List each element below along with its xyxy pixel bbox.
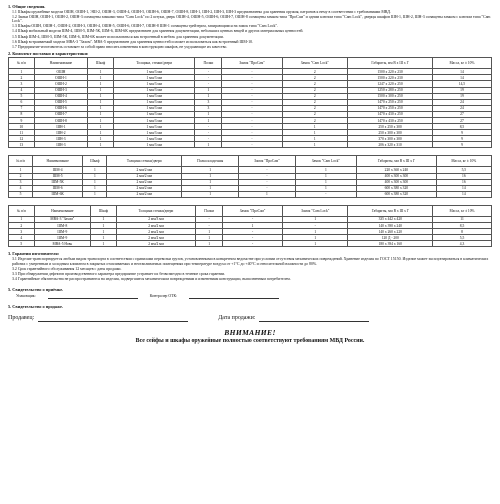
table-cell: 1 мм/3 мм [113, 75, 194, 81]
column-header: № п/п [9, 58, 35, 69]
table-cell: 1 [88, 99, 114, 105]
table-cell: 1 [88, 124, 114, 130]
table-cell: - [222, 118, 282, 124]
warranty-para-1: 3.1 Изделие транспортируется любым видом транспорта в соответствии с правилами перевозки грузов, установленными в конкретном ведомстве при условии отсутствия механических повреждений. Хранение изделия по ГОСТ 15150. Изделие может эксплуатироваться в климатических районах с умеренным и холодным климатом в закрытых отапливаемых и неотапливаемых помещениях при температуре воздуха от +1°С до +40°С и относительной влажности до 80%. [12, 256, 489, 266]
table-cell: 1 [223, 223, 283, 229]
otk-label: Контролер ОТК: [149, 293, 178, 298]
table-cell: 2 [9, 223, 35, 229]
table-cell: 1 [88, 142, 114, 148]
table-cell: 1 [196, 235, 223, 241]
table-cell: 16 [436, 179, 491, 185]
table-cell: 2 мм/2 мм [116, 229, 195, 235]
table-cell: 3 [195, 99, 222, 105]
table-cell: - [223, 241, 283, 247]
table-cell: МВА-3 "Захом" [34, 216, 90, 222]
spec-table-3-head [9, 205, 492, 216]
column-header: Наименование [33, 156, 83, 167]
column-header: Полка кладочная [182, 156, 239, 167]
table-cell: ШН-3 [34, 136, 88, 142]
general-para-3: 1.3 Шкафы ОШН, ОШН-1, ОШН-2, ОШН-3, ОШН-4, ОШН-5, ОШН-6, ОШН-7, ОШН-8 ШН-1 оснащены трейзером, запирающимся на замок типа "Cam Lock". [12, 24, 279, 29]
sale-row [8, 315, 492, 322]
column-header: Замок "ПроСам" [223, 205, 283, 216]
table-cell: - [195, 130, 222, 136]
table-cell: 1 [196, 241, 223, 247]
column-header: Полки [196, 205, 223, 216]
column-header: № п/п [9, 156, 33, 167]
table-cell: 9 [432, 130, 491, 136]
table-cell: 1 мм/3 мм [113, 118, 194, 124]
table-cell: 1 [195, 118, 222, 124]
notice-title: ВНИМАНИЕ! [224, 328, 276, 338]
spec-table-2 [8, 155, 492, 197]
notice-text: Все сейфы и шкафы оружейные полностью соответствуют требованиям МВД России. [135, 338, 365, 345]
table-cell: 1 [88, 93, 114, 99]
table-cell: 2 мм/3 мм [116, 216, 195, 222]
table-cell: 1 [88, 81, 114, 87]
table-cell: - [222, 142, 282, 148]
table-cell: - [239, 179, 295, 185]
table-cell: ШН-2 [34, 130, 88, 136]
table-cell: 1 [9, 216, 35, 222]
table-cell: 8,5 [432, 124, 491, 130]
table-cell: 180 х 394 х 160 [348, 241, 433, 247]
column-header: Толщина, стенки/двери [113, 58, 194, 69]
table-cell: ШМ-6К [33, 191, 83, 197]
table-cell: 24 [432, 99, 491, 105]
table-cell: 2 [282, 99, 348, 105]
table-cell: 9 [432, 142, 491, 148]
table-cell: 1 [182, 185, 239, 191]
table-cell: 16 [436, 173, 491, 179]
column-header: Замок "Cam Lock" [283, 205, 348, 216]
table-cell: 4 [9, 87, 35, 93]
table-cell: - [283, 223, 348, 229]
table-cell: 1 [282, 130, 348, 136]
table-cell: 206 х 320 х 310 [348, 142, 433, 148]
warranty-para-4: 3.4 Гарантийные обязательства не распространяются на изделия, подвергшиеся механическим повреждениям и изменениям конструкции, выполненным потребителем. [12, 276, 291, 281]
general-para-7: 1.7 Предприятие-изготовитель оставляет за собой право вносить изменения в конструкцию шкафов, не ухудшающие их качество. [12, 44, 228, 49]
table-cell: 1 [182, 179, 239, 185]
column-header: Наименование [34, 58, 88, 69]
column-header: Шкаф [83, 156, 107, 167]
table-cell: 27 [432, 111, 491, 117]
table-cell: ШМ-5 [33, 173, 83, 179]
table-cell: 14 [432, 69, 491, 75]
table-cell: 2 [282, 81, 348, 87]
table-cell: 2 [9, 75, 35, 81]
column-header: № п/п [9, 205, 35, 216]
table-cell: 400 х 300 х 300 [357, 173, 437, 179]
table-cell: 1 [282, 136, 348, 142]
table-cell: 2 [282, 75, 348, 81]
table-cell: 250 х 300 х 300 [348, 130, 433, 136]
sale-date-line [259, 321, 369, 322]
table-cell: 2 [282, 111, 348, 117]
table-cell: 1 мм/3 мм [113, 81, 194, 87]
column-header: Шкаф [88, 58, 114, 69]
table-cell: 11 [433, 216, 492, 222]
table-cell: 2 [9, 173, 33, 179]
table-cell: 1250 х 280 х 250 [348, 87, 433, 93]
table-cell: 2 мм/2 мм [107, 167, 182, 173]
table-cell: 5,5 [433, 235, 492, 241]
table-cell: 1 мм/3 мм [113, 93, 194, 99]
table-cell: 11 [9, 130, 35, 136]
table-cell: 1 [83, 179, 107, 185]
table-cell: 3 [9, 81, 35, 87]
table-cell: 1 [182, 173, 239, 179]
spec-table-2-head [9, 156, 492, 167]
table-cell: 2 [282, 93, 348, 99]
table-cell: - [223, 216, 283, 222]
table-cell: 250 х 250 х 300 [348, 124, 433, 130]
table-cell: 2 мм/2 мм [107, 179, 182, 185]
table-cell: 600 х 380 х 320 [357, 191, 437, 197]
table-cell: 1 [182, 191, 239, 197]
column-header: Замок "ПроСам" [222, 58, 282, 69]
otk-signature-line [189, 294, 279, 299]
table-cell: 2 [282, 105, 348, 111]
table-cell: 19 [432, 93, 491, 99]
table-cell: 1 [295, 185, 357, 191]
table-cell: - [222, 124, 282, 130]
warranty-para-2: 3.2 Срок гарантийного обслуживания 12 месяцев с даты продажи. [12, 266, 122, 271]
table-cell: - [222, 69, 282, 75]
spec-table-1 [8, 57, 492, 148]
table-cell: 2 мм/2 мм [107, 185, 182, 191]
seller-label: Продавец: [8, 314, 35, 321]
spec-table-1-body [9, 69, 492, 148]
table-cell: 600 х 380 х 320 [357, 185, 437, 191]
general-para-5: 1.5 Шкаф ШМ-4, ШМ-5, ШМ-5К, ШМ-6, ШМ-6К может использоваться как встроенный в мебель для хранения документации. [12, 34, 224, 39]
acceptance-signatures [16, 294, 492, 299]
column-header: Габариты, мм В х Ш х Г [348, 58, 433, 69]
table-cell: 1 [91, 235, 117, 241]
column-header: Полки [195, 58, 222, 69]
table-cell: 400 х 300 х 300 [357, 179, 437, 185]
table-cell: 1 [182, 167, 239, 173]
table-cell: 1 [91, 229, 117, 235]
table-cell: - [222, 75, 282, 81]
table-cell: 1 мм/3 мм [113, 87, 194, 93]
table-row [9, 142, 492, 148]
table-cell: 1 [239, 191, 295, 197]
table-cell: 6 [9, 99, 35, 105]
column-header: Габариты, мм В х Ш х Г [348, 205, 433, 216]
table-cell: ШМ-5К [33, 179, 83, 185]
table-cell: 1 мм/3 мм [113, 124, 194, 130]
table-cell: 1500 х 220 х 230 [348, 75, 433, 81]
table-cell: - [195, 69, 222, 75]
table-cell: 8 [433, 229, 492, 235]
column-header: Шкаф [91, 205, 117, 216]
table-cell: 3 [9, 229, 35, 235]
table-cell: 3 [9, 179, 33, 185]
table-cell: 4,3 [433, 241, 492, 247]
table-cell: 8 [9, 111, 35, 117]
column-header: Масса, кг ± 10% [436, 156, 491, 167]
table-cell: 19 [432, 87, 491, 93]
table-cell: 4 [9, 185, 33, 191]
table-cell: 120 Д - 200 [348, 235, 433, 241]
passport-document [8, 4, 492, 496]
general-para-2: 1.2 Замки ОШН, ОШН-1, ОШН-2, ОШН-3 оснащены замками типа "Cam Lock" по 2 штуки, дверь ОШН-4, ОШН-5, ОШН-6, ОШН-7, ОШН-8 оснащены замком типа "ПроСам" и одним ключом типа "Cam Lock", дверцы шкафов ШН-1, ШН-2, ШН-3 оснащены замком с ключом типа "Cam Lock". [12, 14, 491, 24]
table-cell: 1 [282, 142, 348, 148]
packer-signature-line [48, 294, 138, 299]
table-cell: 1 [88, 118, 114, 124]
column-header: Масса, кг ± 10% [433, 205, 492, 216]
table-cell: 7 [9, 105, 35, 111]
table-cell: 1 [91, 216, 117, 222]
table-cell: - [222, 93, 282, 99]
table-cell: ШН-3 [34, 142, 88, 148]
table-cell: - [223, 235, 283, 241]
table-cell: 4 [9, 235, 35, 241]
table-cell: ОШН-4 [34, 93, 88, 99]
table-cell: 1 [83, 191, 107, 197]
table-cell: 1 [88, 105, 114, 111]
table-cell: 1 [91, 223, 117, 229]
table-cell: - [195, 124, 222, 130]
general-para-4: 1.4 Шкаф мобильный модели ШМ-4, ШМ-5, ШМ-5К, ШМ-6, ШМ-6К предназначен для хранения документации, небольших ценных вещей и других материальных ценностей. [12, 29, 304, 34]
table-cell: 9 [432, 136, 491, 142]
table-cell: - [222, 105, 282, 111]
table-cell: 1 [88, 87, 114, 93]
table-cell: 2 мм/2 мм [107, 173, 182, 179]
table-cell: 1 [283, 241, 348, 247]
table-cell: - [195, 81, 222, 87]
column-header: Замок "ПроСам" [239, 156, 295, 167]
table-cell: 14 [436, 191, 491, 197]
table-cell: 1 [283, 229, 348, 235]
table-cell: 1470 х 250 х 250 [348, 99, 433, 105]
table-cell: 1 [91, 241, 117, 247]
table-cell: МВА-5 Новь [34, 241, 90, 247]
table-cell: ОШН-5 [34, 99, 88, 105]
table-cell: - [195, 75, 222, 81]
table-cell: 1 [83, 173, 107, 179]
table-cell: - [223, 229, 283, 235]
seller-signature-line [38, 321, 188, 322]
table-cell: 27 [432, 118, 491, 124]
table-cell: 8,5 [433, 223, 492, 229]
table-cell: 335 х 442 х 420 [348, 216, 433, 222]
general-title: 1. Общие сведения. [8, 4, 46, 9]
table-cell: 2 мм/2 мм [107, 191, 182, 197]
table-cell: 370 х 300 х 300 [348, 136, 433, 142]
table-cell: 1 [282, 124, 348, 130]
table-cell: 140 х 390 х 240 [348, 223, 433, 229]
table-cell: 2 [282, 87, 348, 93]
table-cell: 1 мм/3 мм [113, 136, 194, 142]
table-cell: 10 [9, 124, 35, 130]
table-cell: ШМ-9 [34, 229, 90, 235]
column-header: Толщина стенки/двери [107, 156, 182, 167]
table-cell: 1500 х 300 х 250 [348, 93, 433, 99]
table-cell: 2 мм/2 мм [116, 241, 195, 247]
column-header: Толщина стенки/двери [116, 205, 195, 216]
table-cell: 1470 х 250 х 250 [348, 105, 433, 111]
table-cell: 24 [432, 105, 491, 111]
table-cell: 12 [9, 136, 35, 142]
table-cell: 2 [282, 69, 348, 75]
table-cell: 1 [195, 142, 222, 148]
table-cell: 1 [83, 167, 107, 173]
table-cell: 14 [432, 75, 491, 81]
table-cell: ШМ-4 [33, 167, 83, 173]
warranty-title: 3. Гарантии изготовителя: [8, 251, 60, 257]
table-cell: 1470 х 430 х 250 [348, 111, 433, 117]
table-cell: 5,5 [436, 167, 491, 173]
spec-table-3 [8, 205, 492, 247]
table-cell: 1 [88, 130, 114, 136]
table-cell: - [222, 136, 282, 142]
column-header: Замок "Cam Lock" [295, 156, 357, 167]
spec-table-1-head [9, 58, 492, 69]
table-cell: 1 [9, 167, 33, 173]
table-cell: 1 [295, 179, 357, 185]
table-cell: 1 [195, 111, 222, 117]
table-cell: ОШН-7 [34, 111, 88, 117]
table-cell: - [295, 191, 357, 197]
table-cell: - [222, 87, 282, 93]
table-cell: 1 мм/3 мм [113, 69, 194, 75]
table-cell: 9 [9, 118, 35, 124]
table-cell: 1 мм/3 мм [113, 99, 194, 105]
table-cell: ШН-1 [34, 124, 88, 130]
table-cell: - [222, 130, 282, 136]
table-cell: 1470 х 430 х 250 [348, 118, 433, 124]
table-cell: 1 [196, 229, 223, 235]
spec-table-3-body [9, 216, 492, 246]
table-cell: 14 [436, 185, 491, 191]
table-cell: ШМ-6 [33, 185, 83, 191]
table-cell: 1 [195, 93, 222, 99]
table-cell: - [222, 99, 282, 105]
table-cell: 1 [195, 87, 222, 93]
table-cell: 1500 х 220 х 230 [348, 69, 433, 75]
packer-label: Упаковщик: [16, 293, 36, 298]
table-cell: - [239, 167, 295, 173]
column-header: Габариты, мм В х Ш х Г [357, 156, 437, 167]
table-cell: 1 [88, 136, 114, 142]
table-cell: 1 [88, 111, 114, 117]
table-cell: 3 [195, 105, 222, 111]
table-cell: 5 [9, 241, 35, 247]
table-cell: 14,5 [432, 81, 491, 87]
table-cell: ОШН [34, 69, 88, 75]
table-cell: 1 [88, 69, 114, 75]
spec-table-2-body [9, 167, 492, 197]
table1-title: 2. Комплект поставки и характеристики: [8, 51, 89, 57]
table-cell: 1247 х 220 х 250 [348, 81, 433, 87]
table-cell: 1 [295, 167, 357, 173]
table-cell: ОШН-8 [34, 118, 88, 124]
acceptance-title: 5. Свидетельство о приёмке. [8, 286, 64, 292]
table-cell: - [196, 216, 223, 222]
table-cell: ОШН-2 [34, 81, 88, 87]
table-cell: ОШН-3 [34, 87, 88, 93]
general-para-1: 1.1 Шкафы оружейные модели ОШН, ОШН-1, ЭШ-2, ОШН-3, ОШН-4, ОШН-5, ОШН-6, ОШН-7, ОШН-8, ШН-1, ШН-2, ШН-3, ШН-3 предназначены для хранения оружия, патронов к нему в соответствии с требованиями МВД. [12, 9, 391, 14]
table-cell: - [239, 173, 295, 179]
column-header: Замок "Cam Lock" [282, 58, 348, 69]
table-cell: 2 мм/2 мм [116, 223, 195, 229]
table-cell: 2 мм/2 мм [116, 235, 195, 241]
table-cell: 1 [283, 216, 348, 222]
table-cell: 220 х 360 х 240 [357, 167, 437, 173]
table-cell: 1 [9, 69, 35, 75]
table-cell: - [222, 111, 282, 117]
table-cell: ШМ-8 [34, 223, 90, 229]
table-cell: 5 [9, 93, 35, 99]
table-row [9, 191, 492, 197]
general-para-6: 1.6 Шкаф встраиваемый модели МВА-3 "Захом". МВА-5 предназначен для хранения ценностей и может использоваться как встроенный ШМ-10. [12, 39, 253, 44]
table-row [9, 241, 492, 247]
table-cell: - [196, 223, 223, 229]
table-cell: 1 [88, 75, 114, 81]
table-cell: 1 мм/3 мм [113, 142, 194, 148]
table-cell: 1 мм/3 мм [113, 130, 194, 136]
column-header: Наименование [34, 205, 90, 216]
table-cell: - [239, 185, 295, 191]
sale-title: 5. Свидетельство о продаже. [8, 303, 63, 309]
table-cell: 1 [83, 185, 107, 191]
table-cell: 5 [9, 191, 33, 197]
table-cell: ОШН-1 [34, 75, 88, 81]
table-cell: 1 мм/3 мм [113, 111, 194, 117]
table-cell: - [222, 81, 282, 87]
table-cell: 1 [283, 235, 348, 241]
column-header: Масса, кг ± 10% [432, 58, 491, 69]
table-cell: 1 [295, 173, 357, 179]
table-cell: 2 [282, 118, 348, 124]
table-cell: 13 [9, 142, 35, 148]
sale-date-label: Дата продажи: [218, 314, 256, 321]
table-cell: - [195, 136, 222, 142]
warranty-para-3: 3.3 При обнаружении дефектов производственного характера предприятие устраняет их безвозмездно в течение срока гарантии. [12, 271, 226, 276]
table-cell: ШМ-9 [34, 235, 90, 241]
table-cell: ОШН-6 [34, 105, 88, 111]
table-cell: 1 мм/3 мм [113, 105, 194, 111]
table-cell: 140 х 260 х 220 [348, 229, 433, 235]
